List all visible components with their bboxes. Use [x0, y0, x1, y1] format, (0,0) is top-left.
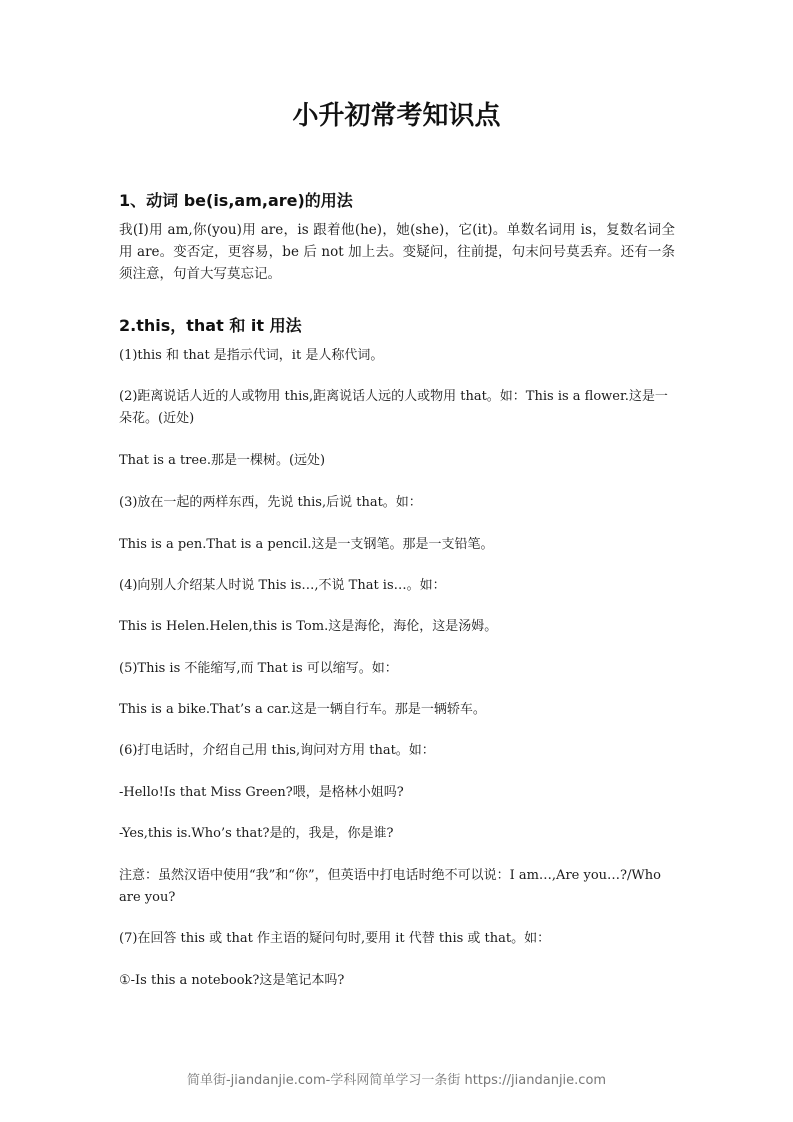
list-item: (3)放在一起的两样东西，先说 this,后说 that。如：	[119, 495, 422, 510]
list-item: 注意：虽然汉语中使用“我”和“你”，但英语中打电话时绝不可以说：I am…,Are you…?/Who are you?	[119, 868, 661, 905]
section-paragraph-be-usage: 我(I)用 am,你(you)用 are，is 跟着他(he)，她(she)，它(it)。单数名词用 is，复数名词全用 are。变否定，更容易，be 后 not 加上去。变疑问，往前提，句末问号莫丢弃。还有一条须注意，句首大写莫忘记。	[119, 222, 675, 282]
list-item: (5)This is 不能缩写,而 That is 可以缩写。如：	[119, 661, 398, 676]
list-item: This is a pen.That is a pencil.这是一支钢笔。那是一支铅笔。	[119, 537, 494, 552]
list-item: (6)打电话时，介绍自己用 this,询问对方用 that。如：	[119, 743, 435, 758]
list-item: -Hello!Is that Miss Green?喂，是格林小姐吗?	[119, 785, 404, 800]
list-item: This is a bike.That’s a car.这是一辆自行车。那是一辆轿车。	[119, 702, 486, 717]
list-item: (2)距离说话人近的人或物用 this,距离说话人远的人或物用 that。如：This is a flower.这是一朵花。(近处)	[119, 389, 668, 426]
list-item: That is a tree.那是一棵树。(远处)	[119, 453, 326, 468]
section-heading-be-usage: 1、动词 be(is,am,are)的用法	[119, 191, 353, 210]
document-title: 小升初常考知识点	[292, 101, 501, 131]
page-footer: 简单街-jiandanjie.com-学科网简单学习一条街 https://jiandanjie.com	[186, 1073, 607, 1088]
list-item: (4)向别人介绍某人时说 This is…,不说 That is…。如：	[119, 578, 446, 593]
section-heading-this-that-it: 2.this，that 和 it 用法	[119, 316, 302, 335]
list-item: This is Helen.Helen,this is Tom.这是海伦，海伦，这是汤姆。	[119, 619, 498, 634]
list-item: ①-Is this a notebook?这是笔记本吗?	[119, 973, 345, 988]
list-item: (7)在回答 this 或 that 作主语的疑问句时,要用 it 代替 this 或 that。如：	[119, 931, 551, 946]
list-item: (1)this 和 that 是指示代词，it 是人称代词。	[119, 348, 384, 363]
list-item: -Yes,this is.Who’s that?是的，我是，你是谁?	[119, 826, 394, 841]
